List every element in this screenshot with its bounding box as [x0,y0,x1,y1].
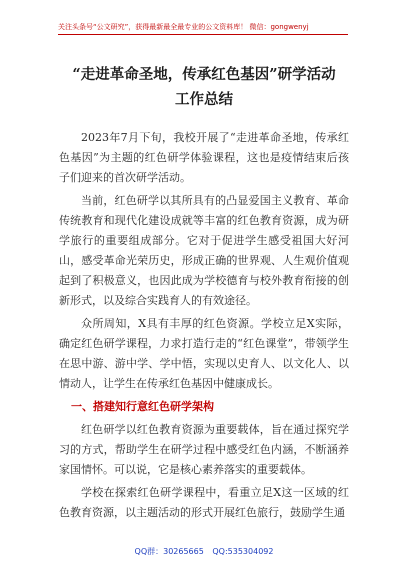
paragraph-resources: 众所周知，X具有丰厚的红色资源。学校立足X实际，确定红色研学课程，力求打造行走的“红色课堂”，带领学生在思中游、游中学、学中悟，实现以史育人、以文化人、以情动人，让学生在传承红色基因中健康成长。 [59,317,349,390]
header-banner: 关注头条号“公文研究”，获得最新最全最专业的公文资料库！ 微信：gongwenyj [58,20,348,35]
paragraph-section-2: 学校在探索红色研学课程中，看重立足X这一区域的红色教育资源，以主题活动的形式开展红色旅行，鼓励学生通 [59,486,349,519]
document-body [59,128,349,526]
title-line-2: 工作总结 [175,91,233,108]
paragraph-section-1: 红色研学以红色教育资源为重要载体，旨在通过探究学习的方式，帮助学生在研学过程中感受红色内涵，不断涵养家国情怀。可以说，它是核心素养落实的重要载体。 [59,423,349,476]
title-line-1: “走进革命圣地，传承红色基因”研学活动 [72,66,336,83]
footer-contact: QQ群：30265665 QQ:535304092 [134,547,274,556]
document-title [50,62,358,112]
section-heading: 一、搭建知行意红色研学架构 [71,400,214,413]
paragraph-intro: 2023年7月下旬，我校开展了“走进革命圣地，传承红色基因”为主题的红色研学体验课程，这也是疫情结束后孩子们迎来的首次研学活动。 [59,131,349,184]
paragraph-background: 当前，红色研学以其所具有的凸显爱国主义教育、革命传统教育和现代化建设成就等丰富的红色教育资源，成为研学旅行的重要组成部分。它对于促进学生感受祖国大好河山，感受革命光荣历史，形成正确的世界观、人生观价值观起到了积极意义，也因此成为学校德育与校外教育衔接的创新形式，以及综合实践育人的有效途径。 [59,194,349,307]
